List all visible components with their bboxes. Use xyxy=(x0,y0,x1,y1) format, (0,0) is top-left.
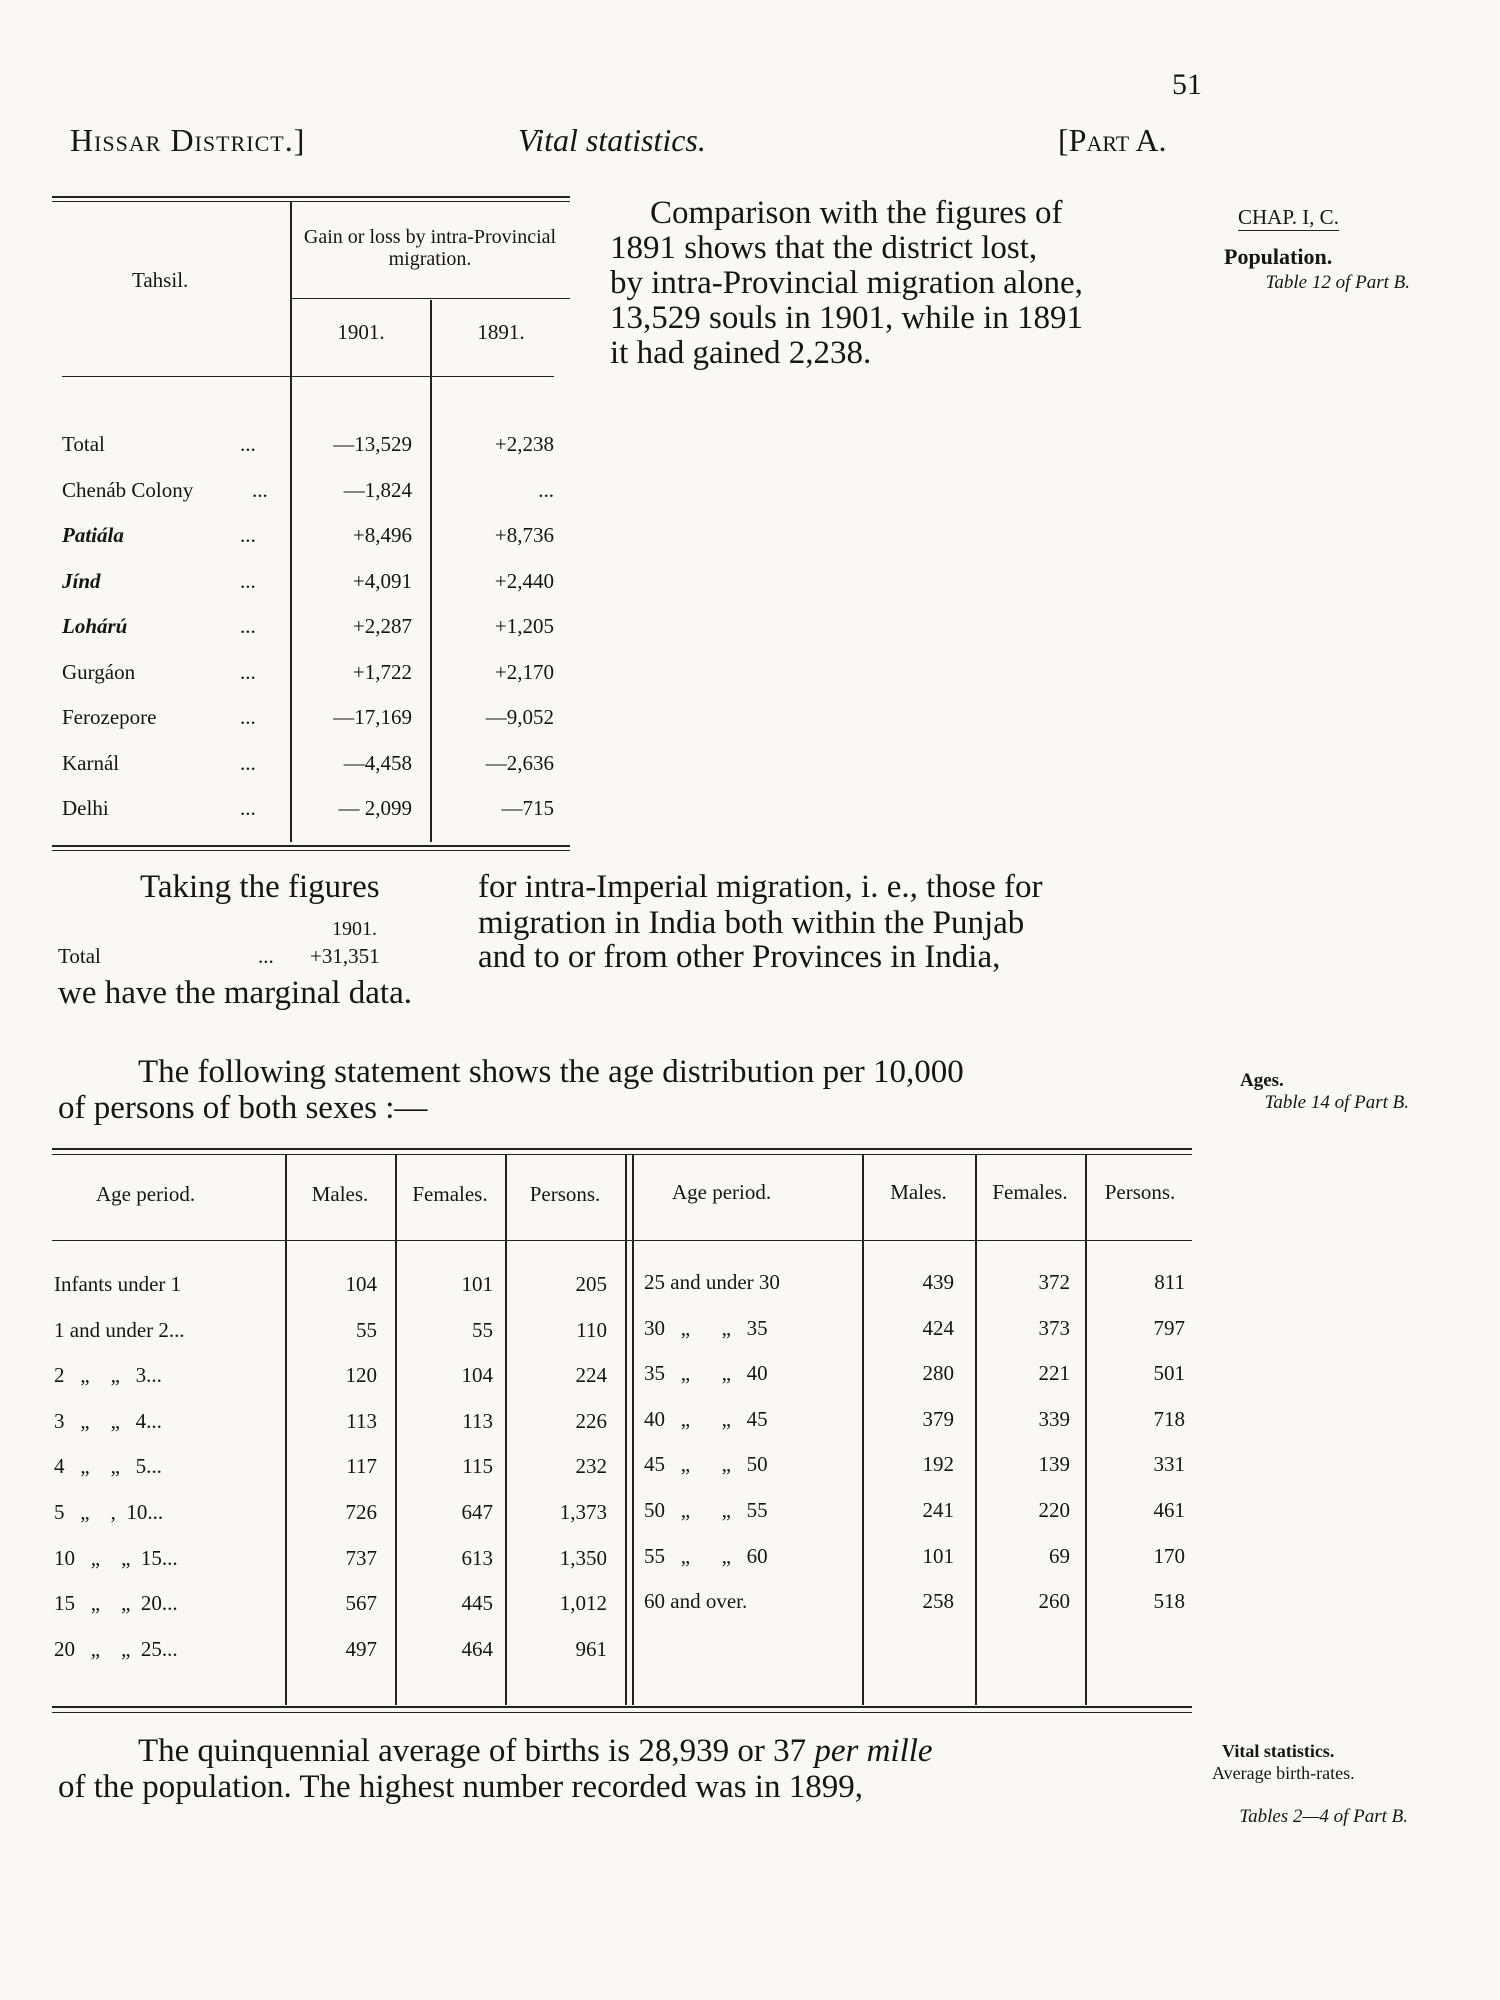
table-rule xyxy=(292,298,570,299)
age-period: 50 „ „ 55 xyxy=(644,1498,768,1522)
para3-line1: The following statement shows the age distribution per 10,000 xyxy=(138,1054,964,1090)
males-value: 379 xyxy=(922,1406,954,1431)
value-1901: +8,496 xyxy=(352,523,412,547)
tahsil-header: Tahsil. xyxy=(132,268,189,292)
para2-line1-right: for intra-Imperial migration, i. e., those for xyxy=(478,869,1043,905)
females-header-right: Females. xyxy=(992,1180,1068,1204)
persons-value: 205 xyxy=(575,1272,607,1296)
table-rule xyxy=(52,201,570,202)
table-rule xyxy=(52,1148,1192,1150)
tahsil-name: Lohárú xyxy=(62,614,128,638)
females-value: 55 xyxy=(472,1317,493,1342)
age-period: 35 „ „ 40 xyxy=(644,1361,768,1386)
para2-line3: and to or from other Provinces in India, xyxy=(478,939,1001,975)
males-value: 280 xyxy=(922,1361,954,1386)
para1-line: 13,529 souls in 1901, while in 1891 xyxy=(610,300,1084,336)
males-value: 258 xyxy=(922,1589,954,1614)
persons-value: 1,373 xyxy=(559,1500,607,1524)
header-center: Vital statistics. xyxy=(518,122,706,158)
age-period: 5 „ , 10... xyxy=(54,1500,164,1524)
leader-dots: ... xyxy=(240,659,256,684)
marginal-total-value: +31,351 xyxy=(310,944,380,968)
age-period: 1 and under 2... xyxy=(54,1317,185,1342)
persons-value: 1,012 xyxy=(559,1591,607,1616)
leader-dots: ... xyxy=(240,705,256,729)
females-value: 464 xyxy=(461,1636,493,1661)
value-1891: +2,170 xyxy=(494,659,554,684)
tahsil-name: Gurgáon xyxy=(62,659,136,684)
marginal-total-dots: ... xyxy=(258,944,274,968)
table-rule xyxy=(62,376,554,377)
value-1901: —1,824 xyxy=(343,477,412,502)
value-1901: —4,458 xyxy=(343,750,412,775)
age-header-left: Age period. xyxy=(96,1182,196,1206)
age-period: 30 „ „ 35 xyxy=(644,1315,768,1340)
persons-value: 224 xyxy=(575,1363,607,1388)
females-value: 372 xyxy=(1038,1270,1070,1294)
para1-line: Comparison with the figures of xyxy=(650,195,1063,231)
females-value: 373 xyxy=(1038,1315,1070,1340)
age-period: 60 and over. xyxy=(644,1589,748,1614)
tahsil-name: Total xyxy=(62,432,105,456)
persons-value: 331 xyxy=(1153,1452,1185,1477)
table-vrule xyxy=(625,1155,627,1705)
age-period: 4 „ „ 5... xyxy=(54,1454,162,1479)
table-vrule xyxy=(632,1155,634,1705)
persons-value: 797 xyxy=(1153,1315,1185,1340)
persons-value: 961 xyxy=(575,1636,607,1661)
persons-value: 501 xyxy=(1153,1361,1185,1386)
females-value: 220 xyxy=(1038,1498,1070,1522)
table-rule xyxy=(52,1240,1192,1241)
para4-line1 xyxy=(138,1734,933,1769)
para1-line: by intra-Provincial migration alone, xyxy=(610,265,1083,301)
leader-dots: ... xyxy=(240,750,256,775)
table-rule xyxy=(52,1154,1192,1155)
year-1891-header: 1891. xyxy=(477,320,525,344)
persons-header-right: Persons. xyxy=(1104,1180,1176,1204)
leader-dots: ... xyxy=(240,614,256,638)
tahsil-name: Jínd xyxy=(62,568,101,593)
para1-line: it had gained 2,238. xyxy=(610,335,872,371)
males-value: 113 xyxy=(346,1408,377,1433)
year-1901-header: 1901. xyxy=(337,320,385,344)
females-value: 115 xyxy=(462,1454,493,1479)
females-value: 339 xyxy=(1038,1406,1070,1431)
value-1901: —17,169 xyxy=(333,705,412,729)
males-value: 120 xyxy=(345,1363,377,1388)
value-1891: +2,440 xyxy=(494,568,554,593)
table-rule xyxy=(52,1706,1192,1708)
para3-line2: of persons of both sexes :— xyxy=(58,1090,428,1126)
persons-value: 1,350 xyxy=(559,1545,607,1570)
para4-line2: of the population. The highest number recorded was in 1899, xyxy=(58,1769,863,1805)
males-value: 726 xyxy=(345,1500,377,1524)
males-header-left: Males. xyxy=(311,1182,369,1206)
persons-value: 811 xyxy=(1154,1270,1185,1294)
age-period: 10 „ „ 15... xyxy=(54,1545,178,1570)
age-header-right: Age period. xyxy=(672,1180,772,1204)
males-value: 101 xyxy=(922,1543,954,1568)
para2-line2: migration in India both within the Punjab xyxy=(478,905,1025,941)
females-value: 647 xyxy=(461,1500,493,1524)
persons-value: 461 xyxy=(1153,1498,1185,1522)
tahsil-name: Chenáb Colony xyxy=(62,477,194,502)
table-rule xyxy=(52,196,570,198)
tahsil-name: Patiála xyxy=(62,523,124,547)
margin-note-population: Population. xyxy=(1224,244,1333,269)
value-1891: —715 xyxy=(501,796,554,820)
males-value: 567 xyxy=(345,1591,377,1616)
para4-per-mille: per mille xyxy=(814,1733,933,1769)
males-value: 104 xyxy=(345,1272,377,1296)
persons-value: 226 xyxy=(575,1408,607,1433)
table-rule xyxy=(52,1712,1192,1713)
header-left: Hissar District.] xyxy=(70,122,306,158)
females-value: 260 xyxy=(1038,1589,1070,1614)
page-number: 51 xyxy=(1172,68,1202,101)
persons-value: 232 xyxy=(575,1454,607,1479)
margin-note-average-birth: Average birth-rates. xyxy=(1212,1763,1355,1783)
para2-line1-left: Taking the figures xyxy=(140,869,380,905)
table-rule xyxy=(52,845,570,847)
leader-dots: ... xyxy=(240,432,256,456)
para1-line: 1891 shows that the district lost, xyxy=(610,230,1038,266)
marginal-total-label: Total xyxy=(58,944,101,968)
value-1901: +4,091 xyxy=(352,568,412,593)
age-period: 20 „ „ 25... xyxy=(54,1636,178,1661)
females-value: 613 xyxy=(461,1545,493,1570)
value-1901: +1,722 xyxy=(352,659,412,684)
leader-dots: ... xyxy=(252,477,268,502)
males-value: 439 xyxy=(922,1270,954,1294)
tahsil-name: Delhi xyxy=(62,796,109,820)
margin-note-chap: CHAP. I, C. xyxy=(1238,205,1339,229)
para4-line1-a: The quinquennial average of births is 28,939 or 37 xyxy=(138,1733,807,1769)
gain-loss-header: Gain or loss by intra-Provincial migration. xyxy=(303,226,557,270)
age-period: 55 „ „ 60 xyxy=(644,1543,768,1568)
males-value: 737 xyxy=(345,1545,377,1570)
females-value: 113 xyxy=(462,1408,493,1433)
leader-dots: ... xyxy=(240,523,256,547)
value-1891: +1,205 xyxy=(494,614,554,638)
age-period: 2 „ „ 3... xyxy=(54,1363,162,1388)
value-1891: —9,052 xyxy=(485,705,554,729)
females-value: 69 xyxy=(1049,1543,1070,1568)
value-1891: +2,238 xyxy=(494,432,554,456)
margin-note-table12: Table 12 of Part B. xyxy=(1265,272,1410,293)
males-value: 241 xyxy=(922,1498,954,1522)
females-value: 101 xyxy=(461,1272,493,1296)
age-period: Infants under 1 xyxy=(54,1272,182,1296)
males-value: 424 xyxy=(922,1315,954,1340)
age-period: 25 and under 30 xyxy=(644,1270,780,1294)
header-right: [Part A. xyxy=(1058,122,1167,158)
margin-note-ages: Ages. xyxy=(1240,1070,1284,1091)
age-period: 45 „ „ 50 xyxy=(644,1452,768,1477)
age-period: 40 „ „ 45 xyxy=(644,1406,768,1431)
margin-note-table14: Table 14 of Part B. xyxy=(1264,1092,1409,1113)
persons-value: 110 xyxy=(576,1317,607,1342)
persons-value: 718 xyxy=(1153,1406,1185,1431)
tahsil-name: Karnál xyxy=(62,750,120,775)
value-1901: —13,529 xyxy=(333,432,412,456)
persons-header-left: Persons. xyxy=(529,1182,601,1206)
paragraph-intra-provincial xyxy=(610,196,1210,371)
females-value: 139 xyxy=(1038,1452,1070,1477)
value-1901: +2,287 xyxy=(352,614,412,638)
females-value: 104 xyxy=(461,1363,493,1388)
para2-year: 1901. xyxy=(332,918,377,940)
value-1891: +8,736 xyxy=(494,523,554,547)
females-header-left: Females. xyxy=(412,1182,488,1206)
age-period: 15 „ „ 20... xyxy=(54,1591,178,1616)
value-1891: ... xyxy=(538,477,554,502)
males-value: 497 xyxy=(345,1636,377,1661)
females-value: 221 xyxy=(1038,1361,1070,1386)
leader-dots: ... xyxy=(240,568,256,593)
males-value: 192 xyxy=(922,1452,954,1477)
margin-note-vital: Vital statistics. xyxy=(1222,1741,1335,1761)
persons-value: 170 xyxy=(1153,1543,1185,1568)
males-header-right: Males. xyxy=(890,1180,947,1204)
males-value: 117 xyxy=(346,1454,377,1479)
value-1901: — 2,099 xyxy=(338,796,412,820)
tahsil-name: Ferozepore xyxy=(62,705,157,729)
table-rule xyxy=(52,850,570,851)
value-1891: —2,636 xyxy=(485,750,554,775)
persons-value: 518 xyxy=(1153,1589,1185,1614)
para2-line4: we have the marginal data. xyxy=(58,975,412,1011)
leader-dots: ... xyxy=(240,796,256,820)
males-value: 55 xyxy=(356,1317,377,1342)
females-value: 445 xyxy=(461,1591,493,1616)
table-vrule xyxy=(430,300,432,842)
margin-note-tables24: Tables 2—4 of Part B. xyxy=(1239,1806,1408,1827)
age-period: 3 „ „ 4... xyxy=(54,1408,162,1433)
